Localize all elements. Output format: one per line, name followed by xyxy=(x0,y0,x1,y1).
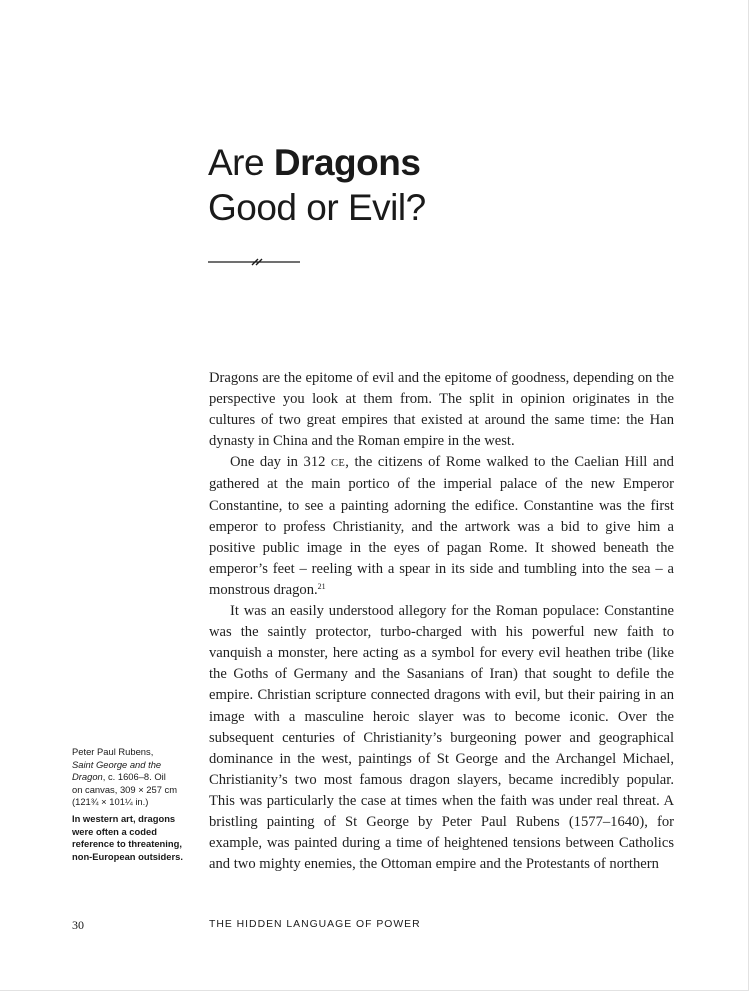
paragraph-3: It was an easily understood allegory for the Roman populace: Constantine was the saintly protector, turbo-charged with his powerful new faith to vanquish a monster, here acting as a symbol for every evil heathen tribe (like the Goths of Germany and the Sasanians of Iran) that sought to defile the empire. Christian scripture connected dragons with evil, but their pairing in an image with a masculine heroic slayer was to become iconic. Over the subsequent centuries of Christianity’s burgeoning power and geographical dominance in the west, paintings of St George and the Archangel Michael, Christianity’s two most famous dragon slayers, became incredibly popular. This was particularly the case at times when the faith was under real threat. A bristling painting of St George by Peter Paul Rubens (1577–1640), for example, was painted during a time of heightened tensions between Catholics and two mighty enemies, the Ottoman empire and the Protestants of northern xyxy=(209,603,674,873)
title-line-two: Good or Evil? xyxy=(208,187,426,228)
body-text xyxy=(209,368,674,875)
caption-artist: Peter Paul Rubens, xyxy=(72,746,154,757)
footnote-ref: 21 xyxy=(317,581,326,591)
divider-ornament xyxy=(208,256,300,268)
running-head: THE HIDDEN LANGUAGE OF POWER xyxy=(209,919,421,930)
caption-medium: on canvas, 309 × 257 cm xyxy=(72,783,178,795)
title-prefix: Are xyxy=(208,142,274,183)
page-number: 30 xyxy=(72,918,84,932)
caption-dimensions: (121¾ × 101¼ in.) xyxy=(72,796,149,808)
caption-note: In western art, dragons were often a coded reference to threatening, non-European outsiders. xyxy=(72,812,183,862)
caption-work: Saint George and the Dragon, c. 1606–8. Oil xyxy=(72,758,166,783)
chapter-title xyxy=(208,140,708,230)
title-bold-word: Dragons xyxy=(273,142,421,183)
paragraph-1: Dragons are the epitome of evil and the epitome of goodness, depending on the perspective you look at them from. The split in opinion originates in the cultures of two great empires that existed at around the same time: the Han dynasty in China and the Roman empire in the west. xyxy=(209,370,674,450)
era-abbreviation: CE xyxy=(331,458,346,470)
paragraph-2: One day in 312 CE, the citizens of Rome walked to the Caelian Hill and gathered at the main portico of the imperial palace of the new Emperor Constantine, to see a painting adorning the edifice. Constantine was the first emperor to profess Christianity, and the artwork was a bid to give him a positive public image in the eyes of pagan Rome. It showed beneath the emperor’s feet – reeling with a spear in its side and tumbling into the sea – a monstrous dragon.$^{21}$ xyxy=(209,454,674,598)
image-caption xyxy=(72,746,194,863)
